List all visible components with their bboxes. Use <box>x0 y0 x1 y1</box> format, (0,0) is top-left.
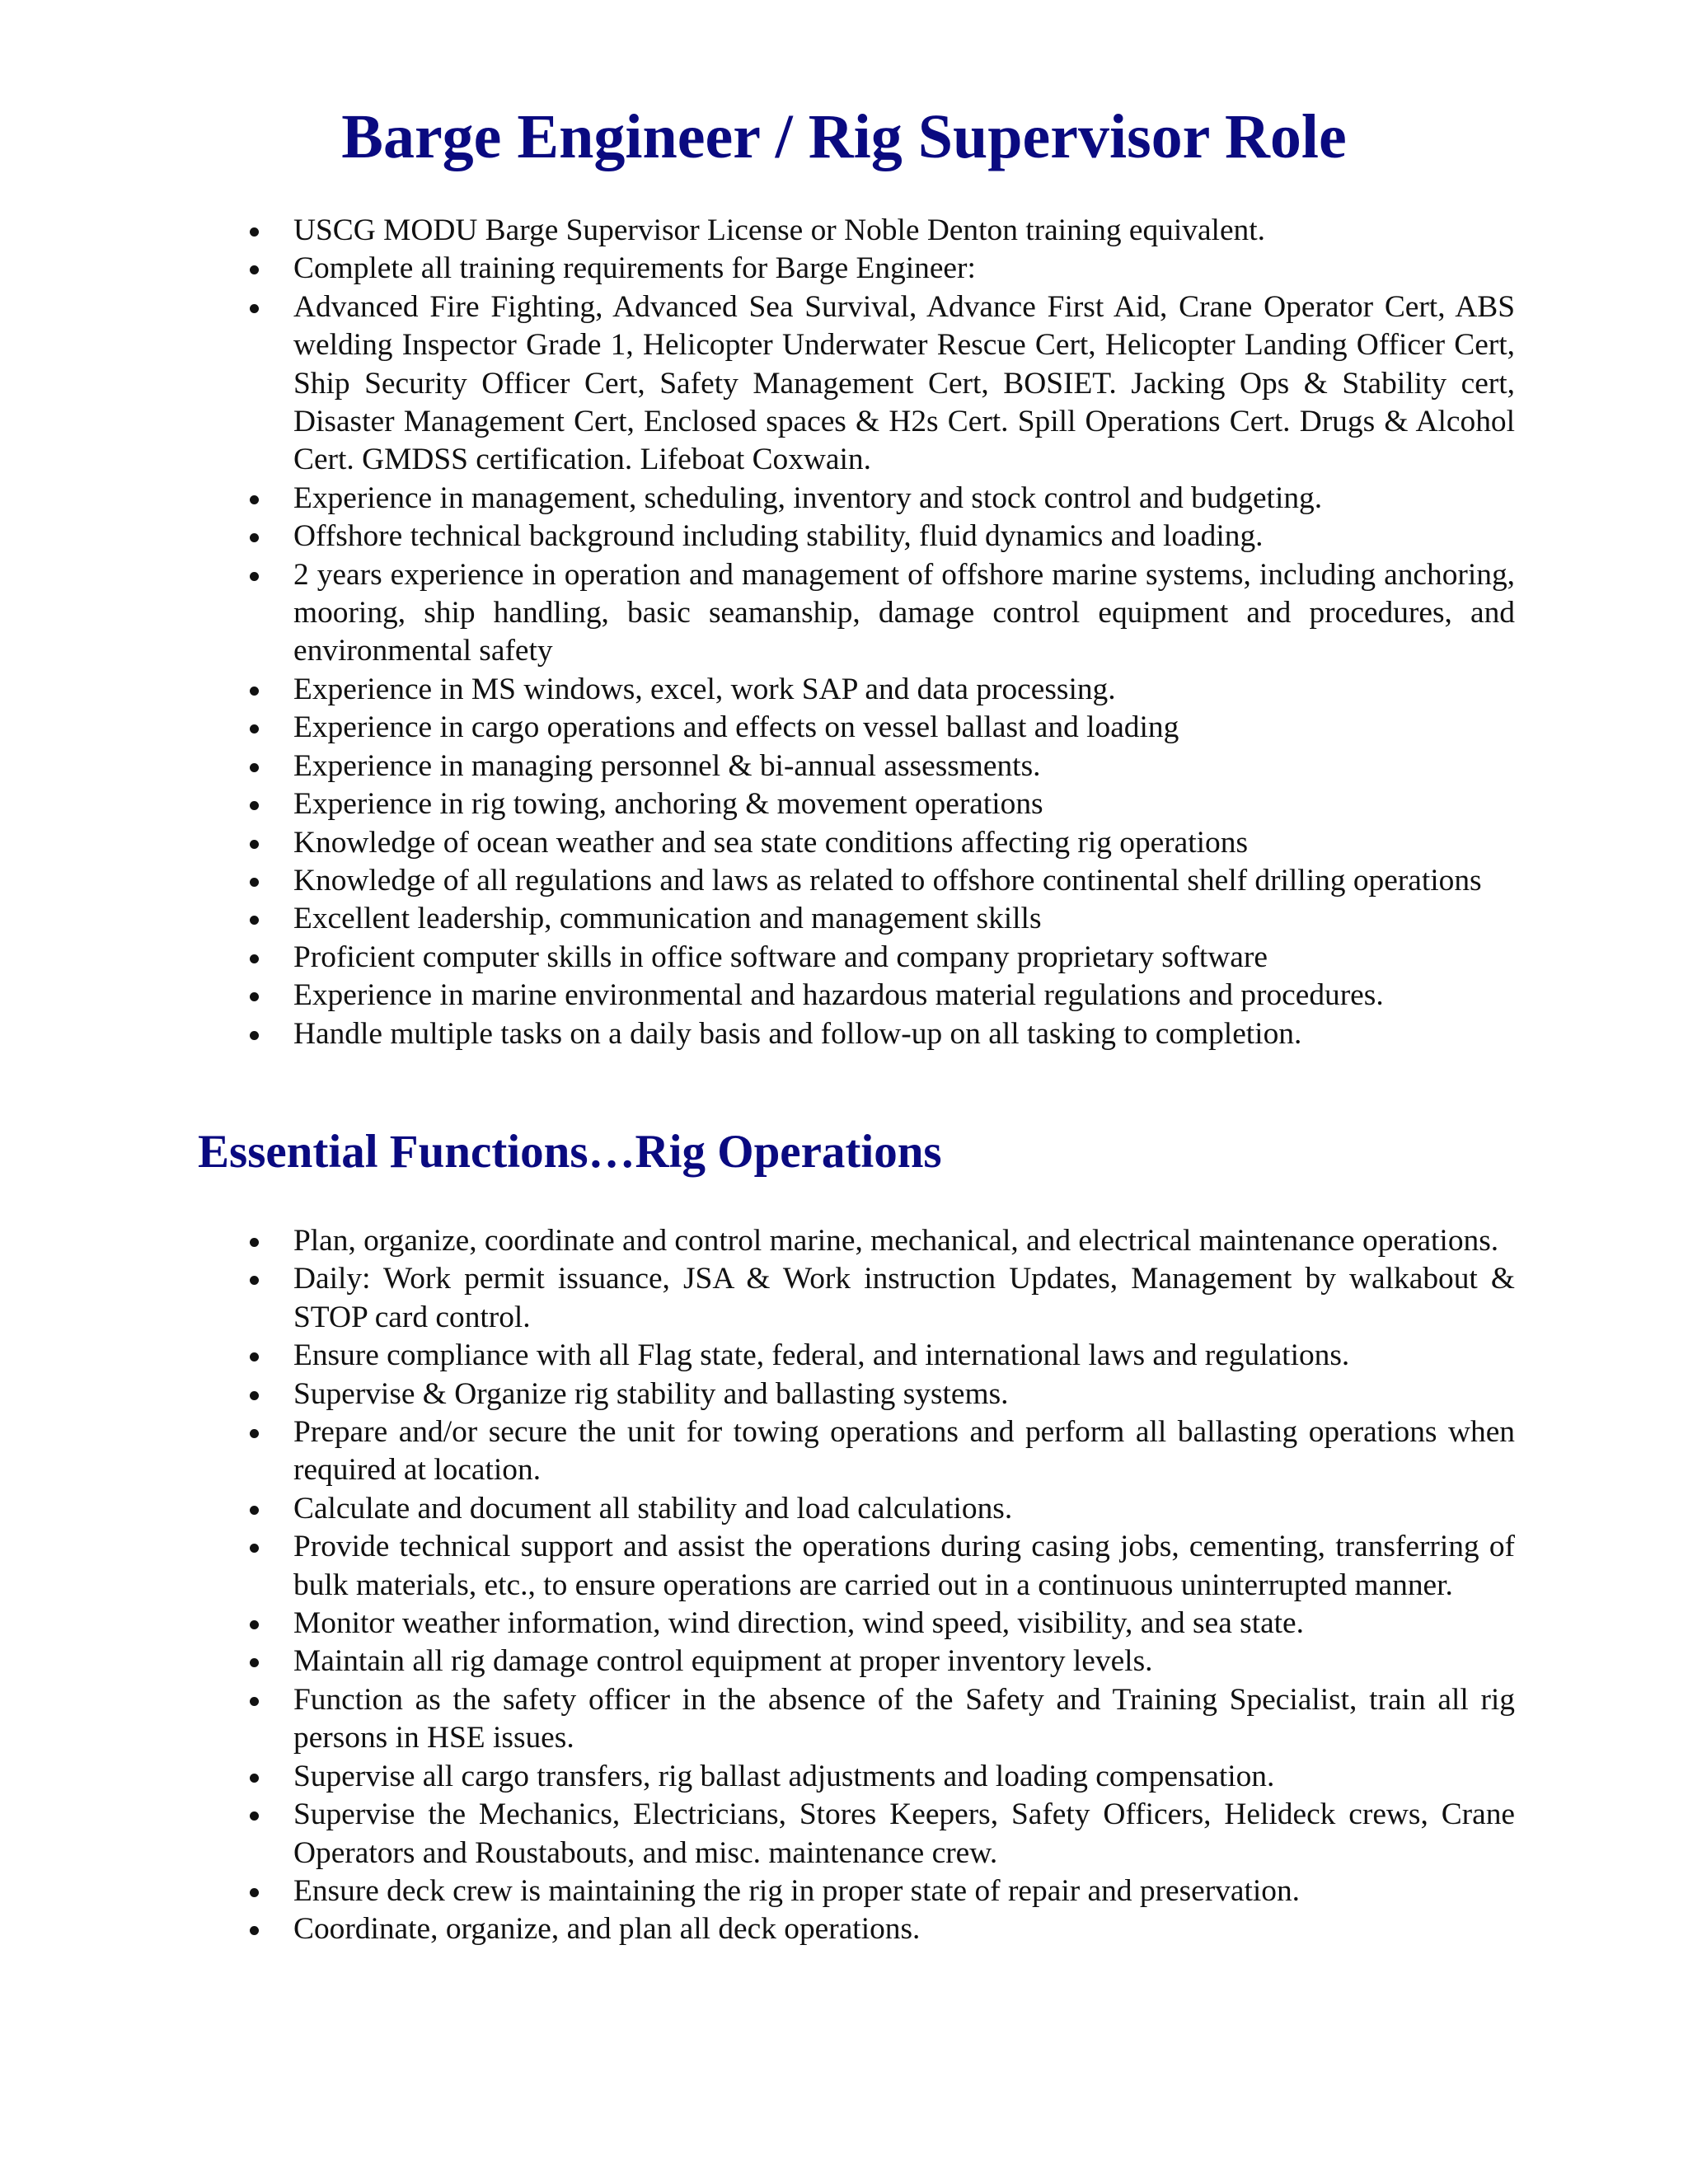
requirement-item: 2 years experience in operation and management of offshore marine systems, including anchoring, mooring, ship handling, basic seamanship, damage control equipment and procedures, and environmental safety <box>293 556 1515 671</box>
page-title: Barge Engineer / Rig Supervisor Role <box>341 102 1347 171</box>
function-item: Calculate and document all stability and load calculations. <box>293 1490 1515 1528</box>
requirement-item: Experience in management, scheduling, inventory and stock control and budgeting. <box>293 480 1515 518</box>
function-item: Ensure compliance with all Flag state, federal, and international laws and regulations. <box>293 1337 1515 1375</box>
requirement-item: Experience in MS windows, excel, work SAP and data processing. <box>293 671 1515 709</box>
requirements-list <box>293 212 1515 1053</box>
requirement-item: USCG MODU Barge Supervisor License or Noble Denton training equivalent. <box>293 212 1515 250</box>
function-item: Monitor weather information, wind direction, wind speed, visibility, and sea state. <box>293 1605 1515 1643</box>
requirement-item: Proficient computer skills in office software and company proprietary software <box>293 939 1515 977</box>
requirement-item: Knowledge of all regulations and laws as related to offshore continental shelf drilling operations <box>293 862 1515 900</box>
functions-list <box>293 1222 1515 1949</box>
requirement-item: Experience in managing personnel & bi-annual assessments. <box>293 748 1515 785</box>
function-item: Prepare and/or secure the unit for towing operations and perform all ballasting operations when required at location. <box>293 1413 1515 1490</box>
function-item: Maintain all rig damage control equipment at proper inventory levels. <box>293 1643 1515 1680</box>
requirement-item: Offshore technical background including stability, fluid dynamics and loading. <box>293 518 1515 555</box>
requirement-item: Excellent leadership, communication and management skills <box>293 900 1515 938</box>
requirement-item: Experience in rig towing, anchoring & movement operations <box>293 785 1515 823</box>
function-item: Supervise all cargo transfers, rig ballast adjustments and loading compensation. <box>293 1758 1515 1796</box>
function-item: Coordinate, organize, and plan all deck operations. <box>293 1910 1515 1948</box>
requirement-item: Advanced Fire Fighting, Advanced Sea Survival, Advance First Aid, Crane Operator Cert, ABS welding Inspector Grade 1, Helicopter Underwater Rescue Cert, Helicopter Landing Officer Cert, Ship Security Officer Cert, Safety Management Cert, BOSIET. Jacking Ops & Stability cert, Disaster Management Cert, Enclosed spaces & H2s Cert. Spill Operations Cert. Drugs & Alcohol Cert. GMDSS certification. Lifeboat Coxwain. <box>293 288 1515 480</box>
function-item: Plan, organize, coordinate and control marine, mechanical, and electrical maintenance operations. <box>293 1222 1515 1260</box>
requirement-item: Experience in marine environmental and hazardous material regulations and procedures. <box>293 977 1515 1015</box>
function-item: Supervise & Organize rig stability and ballasting systems. <box>293 1376 1515 1413</box>
requirement-item: Complete all training requirements for Barge Engineer: <box>293 250 1515 288</box>
function-item: Function as the safety officer in the absence of the Safety and Training Specialist, train all rig persons in HSE issues. <box>293 1681 1515 1758</box>
function-item: Provide technical support and assist the operations during casing jobs, cementing, transferring of bulk materials, etc., to ensure operations are carried out in a continuous uninterrupted manner. <box>293 1528 1515 1605</box>
requirement-item: Experience in cargo operations and effects on vessel ballast and loading <box>293 709 1515 747</box>
function-item: Supervise the Mechanics, Electricians, Stores Keepers, Safety Officers, Helideck crews, Crane Operators and Roustabouts, and misc. maintenance crew. <box>293 1796 1515 1872</box>
function-item: Ensure deck crew is maintaining the rig in proper state of repair and preservation. <box>293 1872 1515 1910</box>
requirement-item: Knowledge of ocean weather and sea state conditions affecting rig operations <box>293 824 1515 862</box>
requirement-item: Handle multiple tasks on a daily basis and follow-up on all tasking to completion. <box>293 1015 1515 1053</box>
section-title: Essential Functions…Rig Operations <box>198 1126 942 1178</box>
function-item: Daily: Work permit issuance, JSA & Work instruction Updates, Management by walkabout & STOP card control. <box>293 1260 1515 1337</box>
